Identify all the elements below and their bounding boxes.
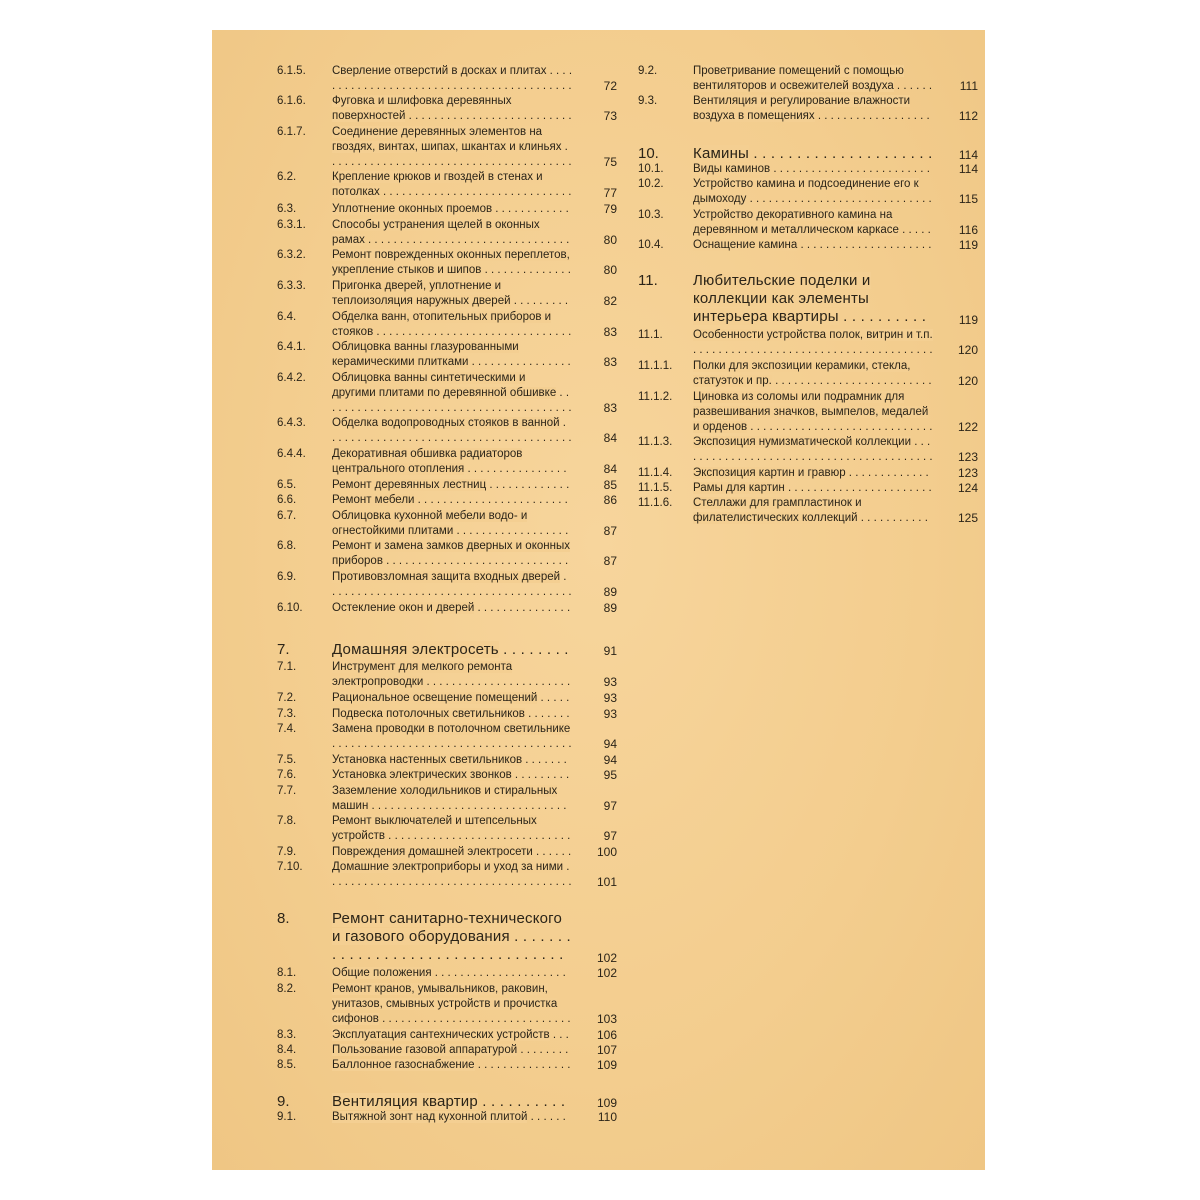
toc-entry-page: 83 — [603, 355, 617, 369]
toc-entry — [277, 478, 617, 493]
toc-entry-title: Противовзломная защита входных дверей . . . — [332, 570, 572, 600]
toc-entry-title: Пригонка дверей, уплотнение и теплоизоляция наружных дверей . . . — [332, 279, 572, 309]
toc-chapter — [277, 1093, 617, 1111]
toc-entry-page: 102 — [596, 966, 617, 980]
toc-entry-number: 6.9. — [277, 571, 297, 583]
toc-entry-title: Ремонт санитарно-технического и газового оборудования . . . — [332, 910, 572, 966]
toc-entry-page: 73 — [603, 109, 617, 123]
toc-entry-page: 83 — [603, 401, 617, 415]
toc-entry-number: 6.4.4. — [277, 448, 306, 460]
toc-entry-title: Замена проводки в потолочном светильнике . . . — [332, 722, 572, 752]
toc-entry — [277, 371, 617, 416]
toc-entry — [277, 310, 617, 340]
toc-entry-page: 106 — [596, 1028, 617, 1042]
toc-entry-number: 6.4. — [277, 311, 297, 323]
toc-entry — [277, 601, 617, 616]
toc-entry-number: 7.9. — [277, 846, 297, 858]
toc-entry-number: 6.10. — [277, 602, 303, 614]
toc-entry — [277, 447, 617, 477]
toc-entry — [277, 660, 617, 690]
toc-entry-title: Рациональное освещение помещений . . . — [332, 691, 572, 706]
toc-entry-page: 87 — [603, 524, 617, 538]
toc-entry-number: 11.1.6. — [638, 497, 673, 509]
toc-entry — [277, 279, 617, 309]
toc-entry — [638, 208, 978, 238]
toc-entry — [277, 125, 617, 170]
toc-entry-number: 11.1.5. — [638, 482, 673, 494]
toc-entry-title: Устройство декоративного камина на деревянном и металлическом каркасе . . . — [693, 208, 933, 238]
toc-entry — [638, 238, 978, 253]
toc-entry-number: 11.1.4. — [638, 467, 673, 479]
toc-entry — [277, 416, 617, 446]
toc-entry-number: 10.3. — [638, 209, 664, 221]
toc-entry-title: Облицовка кухонной мебели водо- и огнестойкими плитами . . . — [332, 509, 572, 539]
toc-entry-title: Облицовка ванны синтетическими и другими плитами по деревянной обшивке . . . — [332, 371, 572, 416]
toc-entry-title: Вентиляция и регулирование влажности воздуха в помещениях . . . — [693, 94, 933, 124]
toc-entry — [277, 64, 617, 94]
toc-entry-page: 93 — [603, 691, 617, 705]
toc-entry — [638, 435, 978, 465]
toc-entry-title: Ремонт кранов, умывальников, раковин, унитазов, смывных устройств и прочистка сифонов . . . — [332, 982, 572, 1027]
toc-entry-number: 6.8. — [277, 540, 297, 552]
toc-entry-number: 7.10. — [277, 861, 303, 873]
toc-entry — [277, 202, 617, 217]
toc-entry — [277, 1043, 617, 1058]
toc-entry-title: Способы устранения щелей в оконных рамах . . . — [332, 218, 572, 248]
toc-entry-number: 8.1. — [277, 967, 297, 979]
toc-entry — [277, 845, 617, 860]
toc-entry-title: Устройство камина и подсоединение его к дымоходу . . . — [693, 177, 933, 207]
toc-entry-number: 10. — [638, 145, 659, 162]
toc-entry-number: 9.1. — [277, 1111, 297, 1123]
toc-entry-page: 95 — [603, 768, 617, 782]
toc-entry — [277, 860, 617, 890]
toc-entry-title: Экспозиция картин и гравюр . . . — [693, 466, 933, 481]
toc-chapter — [638, 272, 978, 328]
toc-entry — [277, 340, 617, 370]
toc-entry-title: Пользование газовой аппаратурой . . . — [332, 1043, 572, 1058]
toc-entry-page: 109 — [596, 1058, 617, 1072]
toc-entry-title: Оснащение камина . . . — [693, 238, 933, 253]
toc-entry-number: 8.4. — [277, 1044, 297, 1056]
toc-entry-title: Установка настенных светильников . . . — [332, 753, 572, 768]
toc-entry-number: 8. — [277, 910, 290, 927]
toc-entry-title: Циновка из соломы или подрамник для развешивания значков, вымпелов, медалей и орденов . . . — [693, 390, 933, 435]
toc-entry-number: 6.5. — [277, 479, 297, 491]
toc-entry-title: Ремонт выключателей и штепсельных устройств . . . — [332, 814, 572, 844]
toc-entry — [638, 496, 978, 526]
toc-entry-title: Особенности устройства полок, витрин и т.п. . . . — [693, 328, 933, 358]
toc-entry-page: 94 — [603, 753, 617, 767]
toc-entry — [638, 177, 978, 207]
toc-entry-number: 9.3. — [638, 95, 658, 107]
toc-entry-page: 93 — [603, 707, 617, 721]
toc-entry — [277, 966, 617, 981]
toc-entry-title: Декоративная обшивка радиаторов центрального отопления . . . — [332, 447, 572, 477]
toc-entry-number: 6.1.7. — [277, 126, 306, 138]
toc-entry-title: Вентиляция квартир . . . — [332, 1093, 572, 1111]
toc-entry-title: Ремонт мебели . . . — [332, 493, 572, 508]
toc-entry-title: Эксплуатация сантехнических устройств . . . — [332, 1028, 572, 1043]
toc-entry — [277, 784, 617, 814]
toc-entry-number: 7.3. — [277, 708, 297, 720]
toc-entry-page: 97 — [603, 829, 617, 843]
toc-entry-title: Ремонт поврежденных оконных переплетов, укрепление стыков и шипов . . . — [332, 248, 572, 278]
toc-entry-number: 7.4. — [277, 723, 297, 735]
toc-entry-title: Общие положения . . . — [332, 966, 572, 981]
toc-entry-number: 6.1.5. — [277, 65, 306, 77]
toc-entry-page: 83 — [603, 325, 617, 339]
toc-entry — [277, 218, 617, 248]
toc-entry — [277, 982, 617, 1027]
toc-entry-page: 125 — [957, 511, 978, 525]
toc-entry — [638, 359, 978, 389]
toc-entry-page: 102 — [596, 951, 617, 965]
toc-entry-title: Сверление отверстий в досках и плитах . . . — [332, 64, 572, 94]
toc-entry-number: 10.2. — [638, 178, 664, 190]
toc-entry-title: Стеллажи для грампластинок и филателистических коллекций . . . — [693, 496, 933, 526]
toc-entry-title: Камины . . . — [693, 145, 933, 163]
toc-entry-number: 6.3.3. — [277, 280, 306, 292]
toc-entry-page: 122 — [957, 420, 978, 434]
toc-entry-title: Соединение деревянных элементов на гвоздях, винтах, шипах, шкантах и клиньях . . . — [332, 125, 572, 170]
toc-entry — [277, 170, 617, 201]
toc-entry-number: 6.2. — [277, 171, 297, 183]
toc-entry-page: 114 — [958, 162, 978, 176]
toc-entry — [638, 390, 978, 435]
toc-entry-number: 6.3.2. — [277, 249, 306, 261]
toc-entry-title: Рамы для картин . . . — [693, 481, 933, 496]
toc-entry — [277, 691, 617, 706]
toc-entry — [277, 1028, 617, 1043]
toc-entry-page: 87 — [603, 554, 617, 568]
toc-entry-number: 9.2. — [638, 65, 658, 77]
toc-entry-number: 11.1.2. — [638, 391, 673, 403]
toc-entry-number: 11.1.1. — [638, 360, 673, 372]
toc-entry-number: 9. — [277, 1093, 290, 1110]
toc-entry-title: Фуговка и шлифовка деревянных поверхностей . . . — [332, 94, 572, 124]
toc-entry-number: 8.3. — [277, 1029, 297, 1041]
toc-entry-page: 89 — [603, 601, 617, 615]
toc-entry-title: Проветривание помещений с помощью вентиляторов и освежителей воздуха . . . — [693, 64, 933, 94]
toc-entry-title: Облицовка ванны глазурованными керамическими плитками . . . — [332, 340, 572, 370]
toc-entry-page: 82 — [603, 294, 617, 308]
toc-entry-number: 7.1. — [277, 661, 297, 673]
toc-entry — [277, 1058, 617, 1073]
toc-entry-number: 6.7. — [277, 510, 297, 522]
toc-entry-title: Установка электрических звонков . . . — [332, 768, 572, 783]
toc-entry-page: 114 — [958, 148, 978, 162]
toc-entry-page: 91 — [603, 644, 617, 658]
toc-entry-title: Домашняя электросеть . . . — [332, 641, 572, 659]
toc-entry-page: 103 — [596, 1012, 617, 1026]
toc-entry-page: 115 — [958, 192, 978, 206]
toc-entry-page: 112 — [958, 109, 978, 123]
toc-entry-page: 107 — [596, 1043, 617, 1057]
toc-entry-title: Ремонт деревянных лестниц . . . — [332, 478, 572, 493]
toc-entry — [638, 64, 978, 94]
toc-entry-number: 7.7. — [277, 785, 297, 797]
toc-entry-number: 10.4. — [638, 239, 664, 251]
toc-entry-page: 109 — [596, 1096, 617, 1110]
toc-entry-page: 124 — [957, 481, 978, 495]
toc-entry-title: Заземление холодильников и стиральных машин . . . — [332, 784, 572, 814]
toc-entry — [277, 248, 617, 278]
toc-entry-number: 7.5. — [277, 754, 297, 766]
toc-entry — [277, 570, 617, 600]
toc-entry — [277, 509, 617, 539]
toc-entry-page: 89 — [603, 585, 617, 599]
toc-entry-title: Экспозиция нумизматической коллекции . . . — [693, 435, 933, 465]
toc-entry-page: 72 — [603, 79, 617, 93]
toc-entry-title: Уплотнение оконных проемов . . . — [332, 202, 572, 217]
toc-entry-page: 119 — [958, 313, 978, 327]
toc-entry-page: 75 — [603, 155, 617, 169]
toc-entry-page: 97 — [603, 799, 617, 813]
toc-entry-page: 85 — [603, 478, 617, 492]
toc-entry-page: 80 — [603, 233, 617, 247]
toc-entry-page: 77 — [603, 186, 617, 200]
toc-entry-title: Виды каминов . . . — [693, 162, 933, 177]
toc-entry-page: 123 — [957, 466, 978, 480]
toc-entry-page: 101 — [596, 875, 617, 889]
toc-entry-title: Остекление окон и дверей . . . — [332, 601, 572, 616]
toc-chapter — [277, 910, 617, 966]
toc-entry-number: 7.6. — [277, 769, 297, 781]
toc-entry-page: 123 — [957, 450, 978, 464]
toc-entry — [277, 753, 617, 768]
toc-entry-title: Домашние электроприборы и уход за ними . . . — [332, 860, 572, 890]
toc-entry-page: 100 — [596, 845, 617, 859]
toc-entry-page: 79 — [603, 202, 617, 216]
toc-entry — [638, 162, 978, 177]
toc-entry-title: Подвеска потолочных светильников . . . — [332, 707, 572, 722]
toc-entry-number: 11.1.3. — [638, 436, 673, 448]
toc-entry-title: Вытяжной зонт над кухонной плитой . . . — [332, 1110, 572, 1125]
toc-entry-title: Обделка ванн, отопительных приборов и стояков . . . — [332, 310, 572, 340]
toc-entry-number: 6.4.1. — [277, 341, 306, 353]
toc-entry-title: Баллонное газоснабжение . . . — [332, 1058, 572, 1073]
toc-entry-title: Ремонт и замена замков дверных и оконных приборов . . . — [332, 539, 572, 569]
toc-entry-page: 80 — [603, 263, 617, 277]
toc-entry — [638, 481, 978, 496]
toc-entry-page: 119 — [958, 238, 978, 252]
toc-entry-number: 8.5. — [277, 1059, 297, 1071]
toc-entry — [277, 707, 617, 722]
toc-entry — [277, 1110, 617, 1125]
toc-entry-page: 84 — [603, 462, 617, 476]
toc-entry-title: Любительские поделки и коллекции как элементы интерьера квартиры . . . — [693, 272, 933, 328]
toc-entry-page: 93 — [603, 675, 617, 689]
toc-entry-number: 6.3.1. — [277, 219, 306, 231]
toc-entry-number: 6.3. — [277, 203, 297, 215]
toc-entry-number: 7. — [277, 641, 290, 658]
toc-entry-number: 8.2. — [277, 983, 297, 995]
toc-entry — [277, 814, 617, 844]
toc-entry-title: Крепление крюков и гвоздей в стенах и потолках . . . — [332, 170, 572, 201]
toc-entry-number: 6.4.3. — [277, 417, 306, 429]
toc-entry-page: 116 — [958, 223, 978, 237]
toc-entry-page: 86 — [603, 493, 617, 507]
toc-entry-page: 110 — [597, 1110, 617, 1124]
toc-entry-page: 120 — [957, 374, 978, 388]
toc-entry-number: 6.4.2. — [277, 372, 306, 384]
toc-entry — [277, 539, 617, 569]
toc-entry-page: 94 — [603, 737, 617, 751]
toc-entry-number: 7.8. — [277, 815, 297, 827]
toc-entry — [638, 466, 978, 481]
toc-entry — [277, 94, 617, 124]
toc-entry-number: 11.1. — [638, 329, 663, 341]
toc-entry-title: Повреждения домашней электросети . . . — [332, 845, 572, 860]
toc-entry-page: 120 — [957, 343, 978, 357]
toc-entry — [277, 768, 617, 783]
toc-entry-title: Обделка водопроводных стояков в ванной . . . — [332, 416, 572, 446]
toc-chapter — [277, 641, 617, 659]
toc-entry — [277, 722, 617, 752]
toc-entry — [638, 328, 978, 358]
toc-entry — [277, 493, 617, 508]
toc-entry-page: 111 — [959, 79, 978, 93]
toc-chapter — [638, 145, 978, 163]
toc-entry-number: 6.6. — [277, 494, 297, 506]
toc-entry-number: 6.1.6. — [277, 95, 306, 107]
toc-entry — [638, 94, 978, 124]
toc-entry-number: 10.1. — [638, 163, 664, 175]
toc-entry-number: 7.2. — [277, 692, 297, 704]
toc-entry-title: Полки для экспозиции керамики, стекла, статуэток и пр. . . . — [693, 359, 933, 389]
toc-entry-page: 84 — [603, 431, 617, 445]
toc-entry-title: Инструмент для мелкого ремонта электропроводки . . . — [332, 660, 572, 690]
toc-entry-number: 11. — [638, 272, 658, 289]
